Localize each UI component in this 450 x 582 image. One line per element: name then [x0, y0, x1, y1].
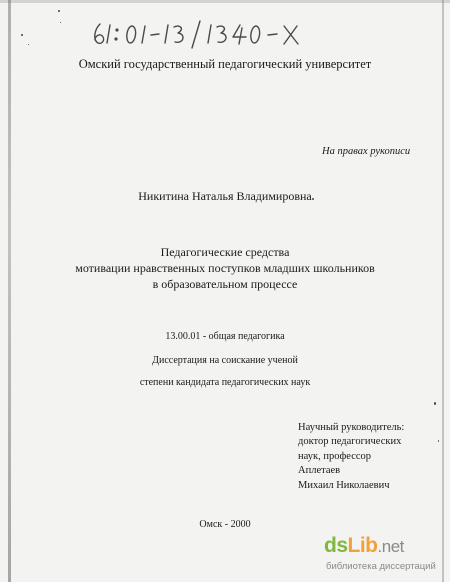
scan-dust	[21, 34, 23, 36]
logo-ds: ds	[324, 534, 348, 557]
place-and-year: Омск - 2000	[199, 519, 251, 530]
title-line: в образовательном процессе	[152, 277, 298, 291]
scan-dust	[438, 440, 439, 442]
supervisor-line: Михаил Николаевич	[298, 479, 390, 491]
university-name: Омский государственный педагогический университет	[78, 57, 372, 71]
logo-lib: Lib	[347, 534, 378, 557]
scan-dust	[58, 10, 60, 12]
scan-dust	[434, 402, 436, 405]
manuscript-rights-note: На правах рукописи	[322, 146, 411, 157]
watermark-subtitle: библиотека диссертаций	[326, 561, 436, 572]
scan-dust	[28, 44, 29, 45]
dslib-logo	[324, 534, 404, 558]
supervisor-line: Аплетаев	[298, 465, 341, 477]
supervisor-block	[298, 421, 404, 493]
scan-edge-top	[0, 0, 450, 3]
degree-line: степени кандидата педагогических наук	[139, 377, 311, 388]
author-name: Никитина Наталья Владимировна	[138, 189, 312, 203]
supervisor-line: Научный руководитель:	[298, 422, 405, 433]
specialty-code: 13.00.01 - общая педагогика	[165, 331, 285, 342]
handwritten-archive-number	[88, 16, 328, 52]
logo-net: .net	[377, 537, 404, 556]
dissertation-title	[0, 244, 450, 292]
supervisor-line: доктор педагогических	[298, 436, 402, 448]
title-line: Педагогические средства	[160, 245, 290, 259]
scan-dust	[60, 22, 61, 23]
title-line: мотивации нравственных поступков младших школьников	[75, 261, 375, 275]
dslib-watermark	[324, 534, 436, 578]
supervisor-line: наук, профессор	[298, 450, 372, 462]
dissertation-type: Диссертация на соискание ученой	[152, 355, 298, 366]
